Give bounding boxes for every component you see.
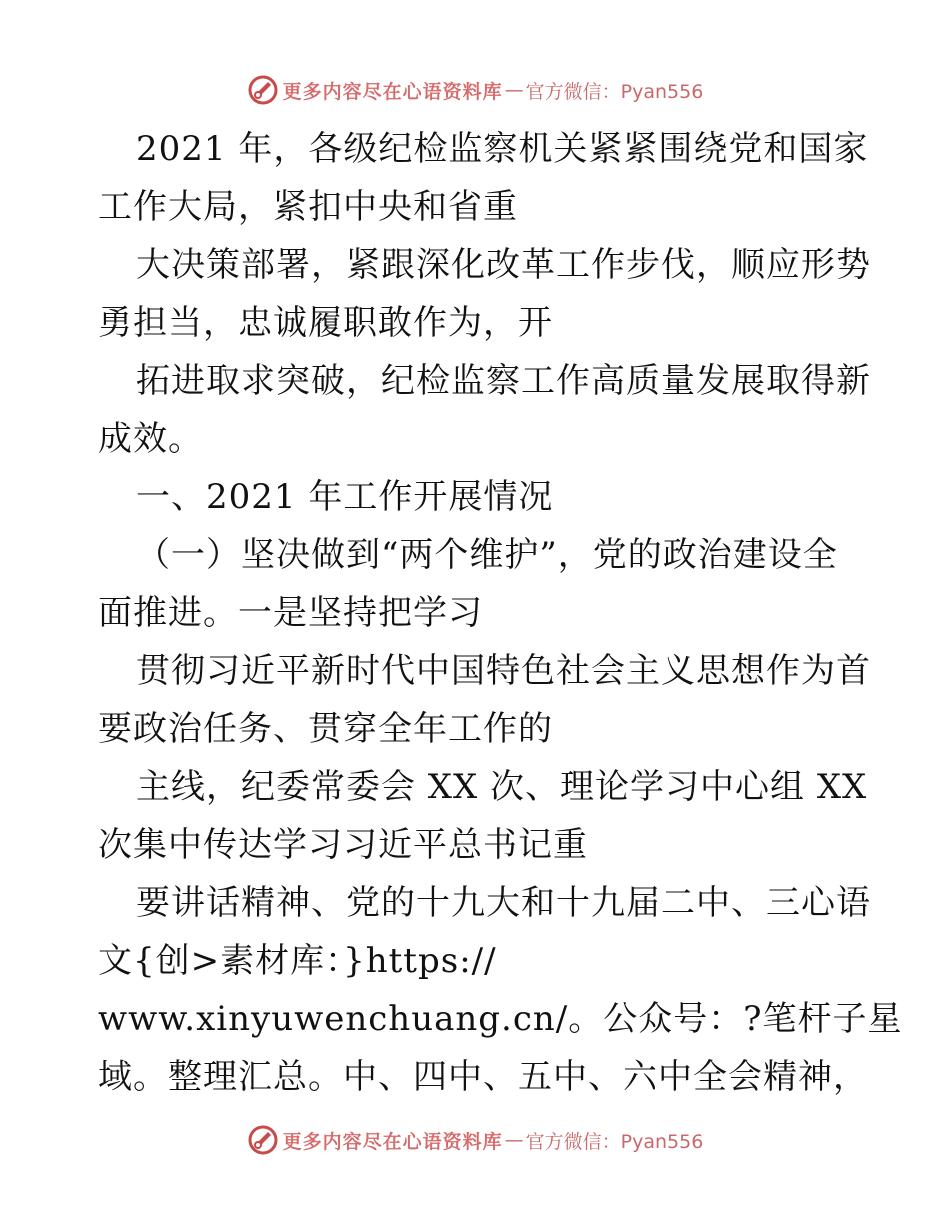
footer-watermark (0, 1122, 950, 1158)
document-body (98, 120, 903, 1106)
text-line: （一）坚决做到“两个维护”，党的政治建设全 (136, 535, 838, 575)
header-watermark (0, 72, 950, 108)
text-line: 面推进。一是坚持把学习 (98, 593, 483, 633)
text-line: 要讲话精神、党的十九大和十九届二中、三心语 (136, 883, 871, 923)
watermark-contact: 官方微信：Pyan556 (525, 1130, 704, 1153)
text-line: 工作大局，紧扣中央和省重 (98, 187, 518, 227)
text-line: 文{创>素材库：}https:// (98, 941, 497, 981)
text-line: 拓进取求突破，纪检监察工作高质量发展取得新 (136, 361, 871, 401)
text-line: 大决策部署，紧跟深化改革工作步伐，顺应形势 (136, 245, 871, 285)
watermark-separator: — (504, 1129, 524, 1151)
text-line: www.xinyuwenchuang.cn/。公众号：?笔杆子星 (98, 999, 903, 1039)
text-line: 主线，纪委常委会 XX 次、理论学习中心组 XX (136, 767, 868, 807)
text-line: 次集中传达学习习近平总书记重 (98, 825, 588, 865)
text-line: 2021 年，各级纪检监察机关紧紧围绕党和国家 (136, 129, 869, 169)
text-line: 勇担当，忠诚履职敢作为，开 (98, 303, 553, 343)
text-line: 要政治任务、贯穿全年工作的 (98, 709, 553, 749)
watermark-text: 更多内容尽在心语资料库 (282, 1130, 503, 1153)
text-line: 成效。 (98, 419, 203, 459)
text-line: 域。整理汇总。中、四中、五中、六中全会精神， (98, 1057, 868, 1097)
brand-logo-icon (247, 1124, 279, 1156)
text-line: 贯彻习近平新时代中国特色社会主义思想作为首 (136, 651, 871, 691)
watermark-text: 更多内容尽在心语资料库 (282, 80, 503, 103)
watermark-separator: — (504, 79, 524, 101)
text-line: 一、2021 年工作开展情况 (136, 477, 554, 517)
watermark-contact: 官方微信：Pyan556 (525, 80, 704, 103)
brand-logo-icon (247, 74, 279, 106)
